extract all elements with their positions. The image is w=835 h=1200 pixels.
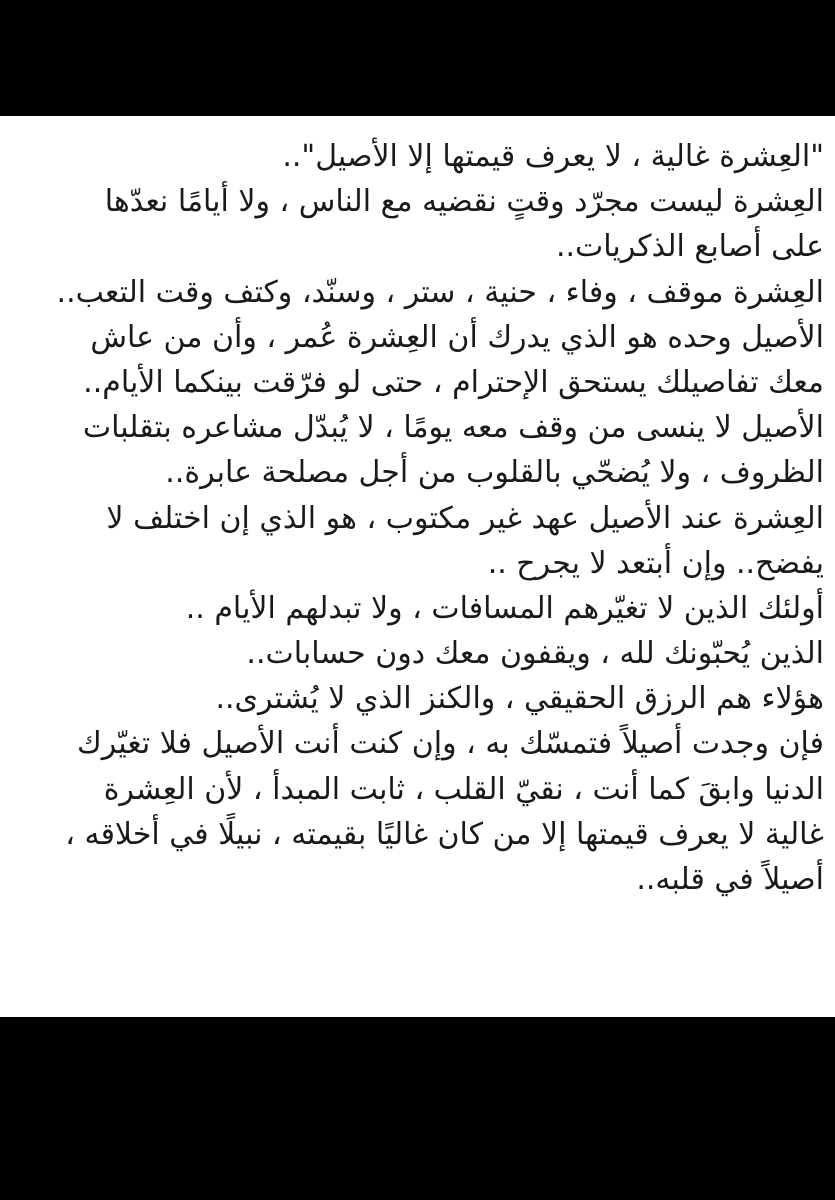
post-line: الظروف ، ولا يُضحّي بالقلوب من أجل مصلحة عابرة.. bbox=[165, 455, 824, 491]
post-line: الأصيل وحده هو الذي يدرك أن العِشرة عُمر ، وأن من عاش bbox=[90, 319, 824, 355]
post-line: الأصيل لا ينسى من وقف معه يومًا ، لا يُبدّل مشاعره بتقلبات bbox=[82, 410, 824, 446]
post-line: العِشرة ليست مجرّد وقتٍ نقضيه مع الناس ، ولا أيامًا نعدّها bbox=[104, 184, 824, 220]
post-line: "العِشرة غالية ، لا يعرف قيمتها إلا الأصيل".. bbox=[282, 139, 824, 174]
post-line: الدنيا وابقَ كما أنت ، نقيّ القلب ، ثابت المبدأ ، لأن العِشرة bbox=[103, 771, 824, 807]
post-line: يفضح.. وإن أبتعد لا يجرح .. bbox=[487, 545, 824, 581]
post-line: أصيلاً في قلبه.. bbox=[636, 862, 824, 897]
bottom-black-bar bbox=[0, 1017, 835, 1200]
post-line: على أصابع الذكريات.. bbox=[555, 229, 824, 265]
top-black-bar bbox=[0, 0, 835, 116]
post-line: هؤلاء هم الرزق الحقيقي ، والكنز الذي لا يُشترى.. bbox=[215, 681, 824, 717]
post-line: معك تفاصيلك يستحق الإحترام ، حتى لو فرّقت بينكما الأيام.. bbox=[83, 364, 824, 400]
post-line: فإن وجدت أصيلاً فتمسّك به ، وإن كنت أنت الأصيل فلا تغيّرك bbox=[77, 726, 824, 762]
post-line: أولئك الذين لا تغيّرهم المسافات ، ولا تبدلهم الأيام .. bbox=[185, 590, 824, 626]
post-line: العِشرة موقف ، وفاء ، حنية ، ستر ، وسنّد، وكتف وقت التعب.. bbox=[56, 274, 824, 310]
text-card bbox=[0, 116, 835, 1017]
post-line: الذين يُحبّونك لله ، ويقفون معك دون حسابات.. bbox=[246, 636, 824, 672]
post-line: غالية لا يعرف قيمتها إلا من كان غاليًا بقيمته ، نبيلًا في أخلاقه ، bbox=[65, 816, 824, 852]
post-line: العِشرة عند الأصيل عهد غير مكتوب ، هو الذي إن اختلف لا bbox=[106, 500, 824, 536]
post-body bbox=[12, 134, 824, 902]
